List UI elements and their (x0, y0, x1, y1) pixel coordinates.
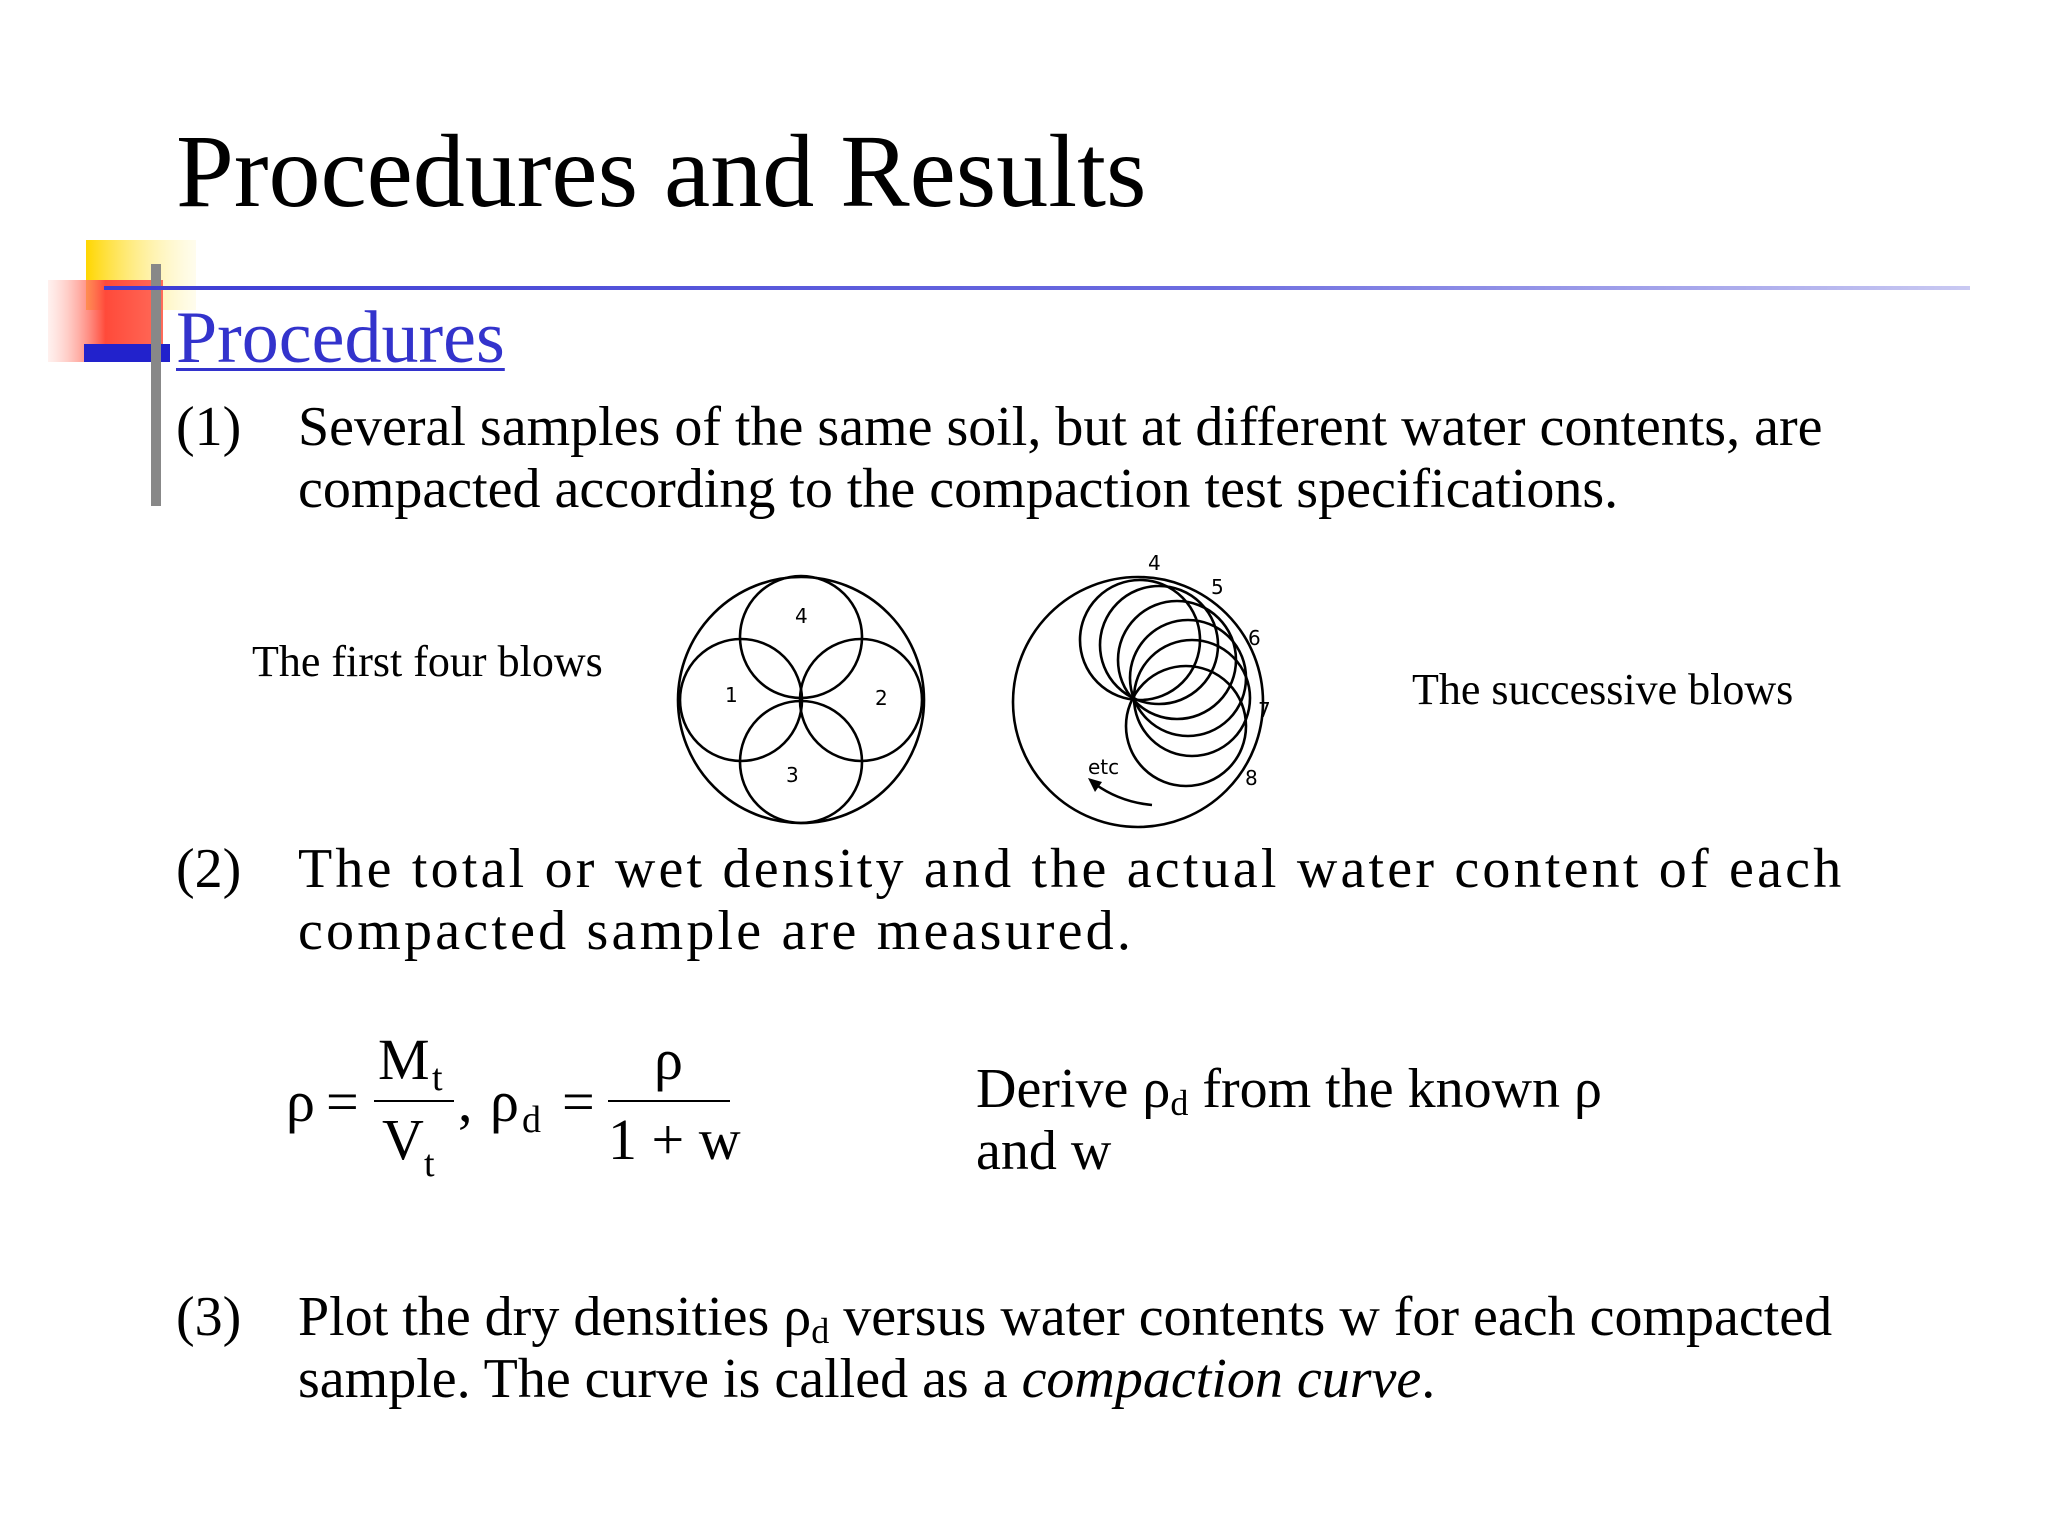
blow-circle-3 (740, 701, 862, 823)
label-right-4: 4 (1148, 551, 1161, 575)
label-right-7: 7 (1258, 698, 1271, 722)
formula-rho: ρ (286, 1069, 315, 1134)
label-right-6: 6 (1248, 626, 1261, 650)
label-left-3: 3 (786, 763, 799, 787)
step-3-text: Plot the dry densities $\rho_d$ versus water contents w for each compacted sample. The curve is called as a compaction curve. (298, 1286, 1833, 1410)
step-3-number: (3) (176, 1286, 242, 1348)
formula-volume-sub: t (424, 1143, 435, 1185)
label-right-8: 8 (1245, 766, 1258, 790)
fraction-bar-2 (608, 1100, 730, 1102)
blow-circle-1 (680, 639, 802, 761)
etc-arrow-line (1095, 784, 1152, 805)
right-caption: The successive blows (1412, 665, 1794, 714)
etc-arrow-head (1088, 778, 1102, 792)
formula-comma: , (458, 1069, 473, 1134)
formula-equals-2: = (562, 1069, 595, 1134)
formula-volume: V (382, 1107, 424, 1172)
etc-label: etc (1088, 755, 1120, 779)
blow-circle-s8 (1126, 666, 1246, 786)
fraction-bar-1 (374, 1100, 454, 1102)
left-caption: The first four blows (252, 637, 603, 686)
formula-numerator-rho: ρ (654, 1027, 683, 1092)
derive-note (976, 1058, 1602, 1182)
page-title: Procedures and Results (176, 114, 1147, 229)
formula-denominator: 1 + w (608, 1107, 741, 1172)
blow-pattern-diagram (640, 540, 1300, 840)
blow-circle-4 (740, 576, 862, 698)
formula-rho-d-sub: d (522, 1099, 541, 1141)
deco-vertical-bar (151, 264, 161, 506)
label-left-1: 1 (725, 683, 738, 707)
label-right-5: 5 (1211, 575, 1224, 599)
formula-mass-sub: t (432, 1057, 443, 1099)
blow-circle-2 (800, 639, 922, 761)
density-formula (286, 1028, 766, 1188)
label-left-4: 4 (795, 604, 808, 628)
derive-line-2: and w (976, 1120, 1112, 1182)
title-rule (104, 286, 1970, 290)
label-left-2: 2 (875, 686, 888, 710)
section-heading: Procedures (176, 297, 505, 379)
step-1-text: Several samples of the same soil, but at different water contents, are compacted according to the compaction test specifications. (298, 396, 1823, 520)
derive-line-1: Derive $\rho_d$ from the known ρ (976, 1058, 1602, 1123)
step-1-number: (1) (176, 396, 242, 458)
formula-mass: M (378, 1027, 430, 1092)
step-2-number: (2) (176, 838, 242, 900)
formula-rho-d: ρ (490, 1069, 519, 1134)
formula-equals-1: = (326, 1069, 359, 1134)
step-2-text: The total or wet density and the actual water content of each compacted sample are measured. (298, 838, 1845, 962)
